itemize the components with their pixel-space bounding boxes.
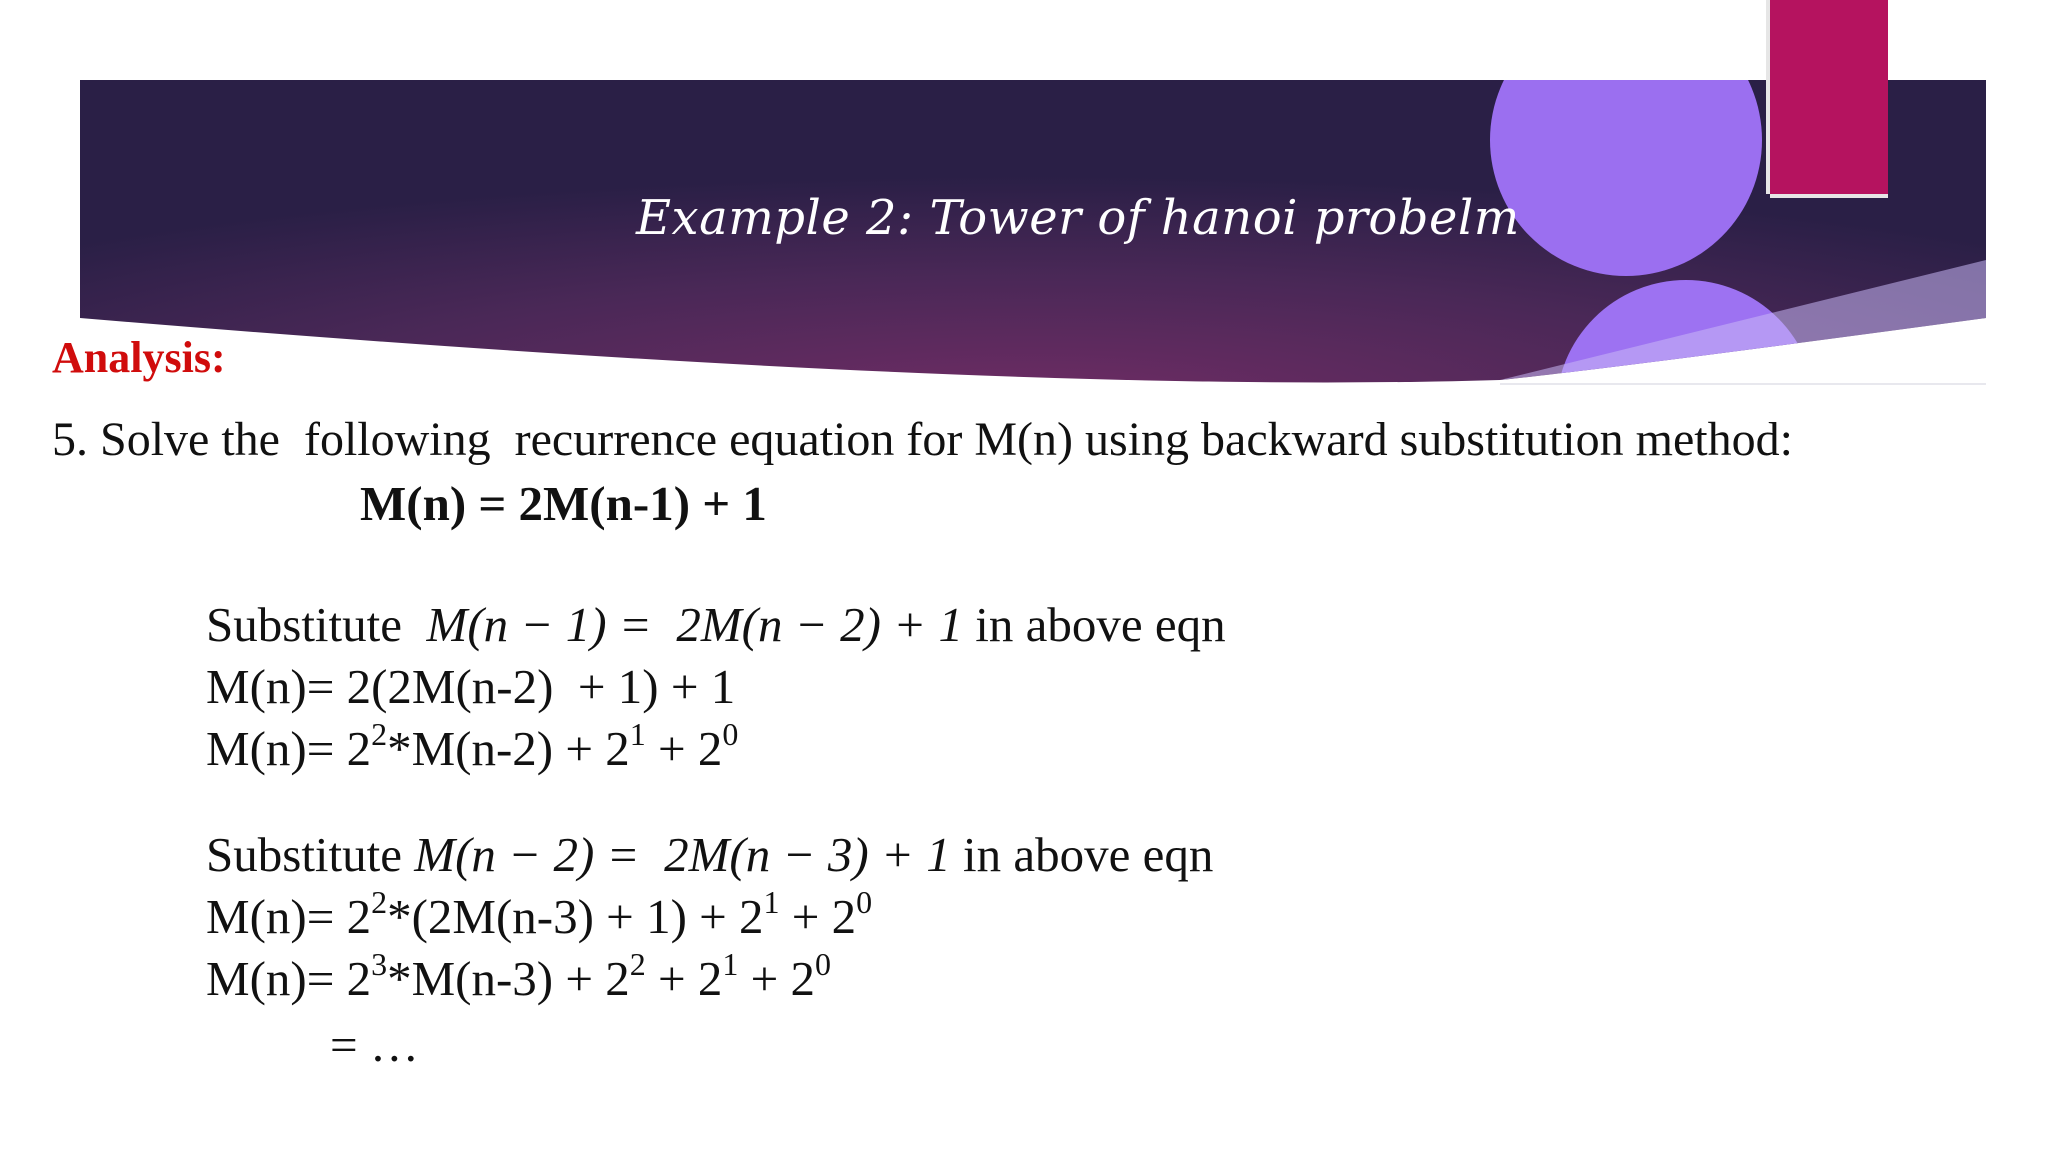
step1-line2: $M(n)= 2^2*M(n-2) + 2^1 + 2^0$ [206, 716, 739, 776]
step2-substitution: Substitute M(n − 2) = 2M(n − 3) + 1 in above eqn [206, 827, 1214, 882]
step1-expression: M(n − 1) = 2M(n − 2) + 1 [426, 597, 963, 652]
step1-line1: M(n)= 2(2M(n-2) + 1) + 1 [206, 659, 736, 714]
slide-title: Example 2: Tower of hanoi probelm [636, 190, 1520, 246]
step2-line1: $M(n)= 2^2*(2M(n-3) + 1) + 2^1 + 2^0$ [206, 884, 873, 944]
step2-expression: M(n − 2) = 2M(n − 3) + 1 [414, 827, 951, 882]
accent-bar [1770, 0, 1888, 194]
step1-substitution: Substitute M(n − 1) = 2M(n − 2) + 1 in above eqn [206, 597, 1226, 652]
analysis-heading: Analysis: [52, 333, 226, 382]
recurrence-equation: M(n) = 2M(n-1) + 1 [360, 476, 767, 531]
problem-statement: 5. Solve the following recurrence equation for M(n) using backward substitution method: [52, 413, 1793, 466]
continuation: = … [330, 1017, 419, 1072]
step2-line2: $M(n)= 2^3*M(n-3) + 2^2 + 2^1 + 2^0$ [206, 946, 832, 1006]
decorative-circle-top [1490, 4, 1762, 276]
